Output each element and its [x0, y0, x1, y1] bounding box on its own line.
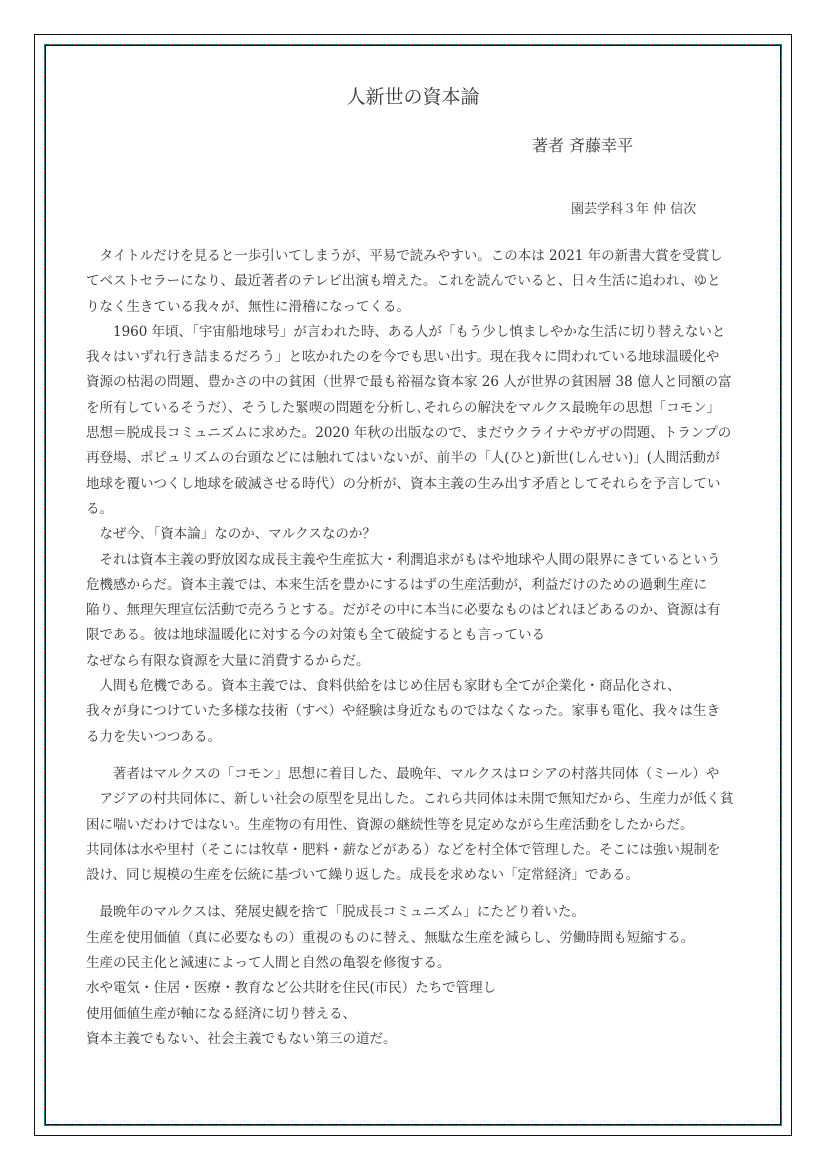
- paragraph-line: 困に喘いだわけではない。生産物の有用性、資源の継続性等を見定めながら生産活動をしたからだ。: [86, 816, 694, 833]
- paragraph-line: 限である。彼は地球温暖化に対する今の対策も全て破綻するとも言っている: [86, 627, 545, 644]
- paragraph-line: 生産を使用価値（真に必要なもの）重視のものに替え、無駄な生産を減らし、労働時間も短縮する。: [86, 929, 695, 946]
- paragraph-line: る。: [86, 500, 113, 517]
- paragraph-line: 危機感からだ。資本主義では、本来生活を豊かにするはずの生産活動が，利益だけのための過剰生産に: [86, 576, 707, 593]
- paragraph-line: を所有しているそうだ）、そうした緊喫の問題を分析し､それらの解決をマルクス最晩年の思想「コモン」: [86, 399, 721, 416]
- paragraph-line: 陥り、無理矢理宣伝活動で売ろうとする。だがその中に本当に必要なものはどれほどあるのか、資源は有: [86, 602, 721, 619]
- affiliation-line: 園芸学科３年 仲 信次: [571, 202, 697, 217]
- paragraph-line: 再登場、ポピュリズムの台頭などには触れてはいないが、前半の「人(ひと)新世(しんせい)」(人間活動が: [86, 450, 720, 467]
- paragraph-line: 水や電気・住居・医療・教育など公共財を住民(市民）たちで管理し: [86, 980, 497, 997]
- paragraph-line: 人間も危機である。資本主義では、食料供給をはじめ住居も家財も全てが企業化・商品化され、: [86, 678, 681, 695]
- paragraph-line: 地球を覆いつくし地球を破滅させる時代）の分析が、資本主義の生み出す矛盾としてそれらを予言してい: [86, 475, 721, 492]
- paragraph-line: なぜ今､「資本論」なのか、マルクスなのか？: [86, 526, 376, 543]
- paragraph-line: る力を失いつつある。: [86, 728, 221, 745]
- paragraph-line: それは資本主義の野放図な成長主義や生産拡大・利潤追求がもはや地球や人間の限界にきているという: [86, 551, 721, 568]
- page-title: 人新世の資本論: [346, 86, 480, 108]
- paragraph-gap: [86, 750, 756, 762]
- paragraph-line: 著者はマルクスの「コモン」思想に着目した、最晩年、マルクスはロシアの村落共同体（ミール）や: [86, 765, 720, 782]
- paragraph-line: 最晩年のマルクスは、発展史観を捨て「脱成長コミュニズム」にたどり着いた。: [86, 904, 585, 921]
- paragraph-line: 使用価値生産が軸になる経済に切り替える、: [86, 1005, 356, 1022]
- paragraph-line: タイトルだけを見ると一歩引いてしまうが、平易で読みやすい。この本は 2021 年の新書大賞を受賞し: [86, 248, 723, 264]
- paragraph-line: 生産の民主化と減速によって人間と自然の亀裂を修復する。: [86, 955, 451, 972]
- paragraph-line: 設け、同じ規模の生産を伝統に基づいて繰り返した。成長を求めない「定常経済」である。: [86, 867, 639, 884]
- paragraph-line: 我々が身につけていた多様な技術（すべ）や経験は身近なものではなくなった。家事も電化、我々は生き: [86, 703, 720, 720]
- paragraph-line: てベストセラーになり、最近著者のテレビ出演も増えた。これを読んでいると、日々生活に追われ、ゆと: [86, 273, 721, 290]
- paragraph-line: 資源の枯渇の問題、豊かさの中の貧困（世界で最も裕福な資本家 26 人が世界の貧困層 38 億人と同額の富: [86, 374, 732, 391]
- paragraph-line: アジアの村共同体に、新しい社会の原型を見出した。これら共同体は未開で無知だから、生産力が低く貧: [86, 791, 734, 808]
- paragraph-line: 我々はいずれ行き詰まるだろう」と呟かれたのを今でも思い出す。現在我々に問われている地球温暖化や: [86, 349, 720, 366]
- paragraph-line: 共同体は水や里村（そこには牧草・肥料・薪などがある）などを村全体で管理した。そこには強い規制を: [86, 841, 721, 858]
- paragraph-line: 1960 年頃、「宇宙船地球号」が言われた時、ある人が「もう少し慎ましやかな生活に切り替えないと: [86, 323, 726, 340]
- paragraph-gap: [86, 888, 756, 900]
- paragraph-line: 思想＝脱成長コミュニズムに求めた。2020 年秋の出版なので、まだウクライナやガザの問題、トランプの: [86, 425, 732, 442]
- paragraph-line: りなく生きている我々が、無性に滑稽になってくる。: [86, 298, 410, 315]
- author-line: 著者 斉藤幸平: [532, 136, 634, 155]
- paragraph-line: なぜなら有限な資源を大量に消費するからだ。: [86, 652, 370, 669]
- paragraph-line: 資本主義でもない、社会主義でもない第三の道だ。: [86, 1030, 397, 1047]
- body-text: [86, 244, 756, 1052]
